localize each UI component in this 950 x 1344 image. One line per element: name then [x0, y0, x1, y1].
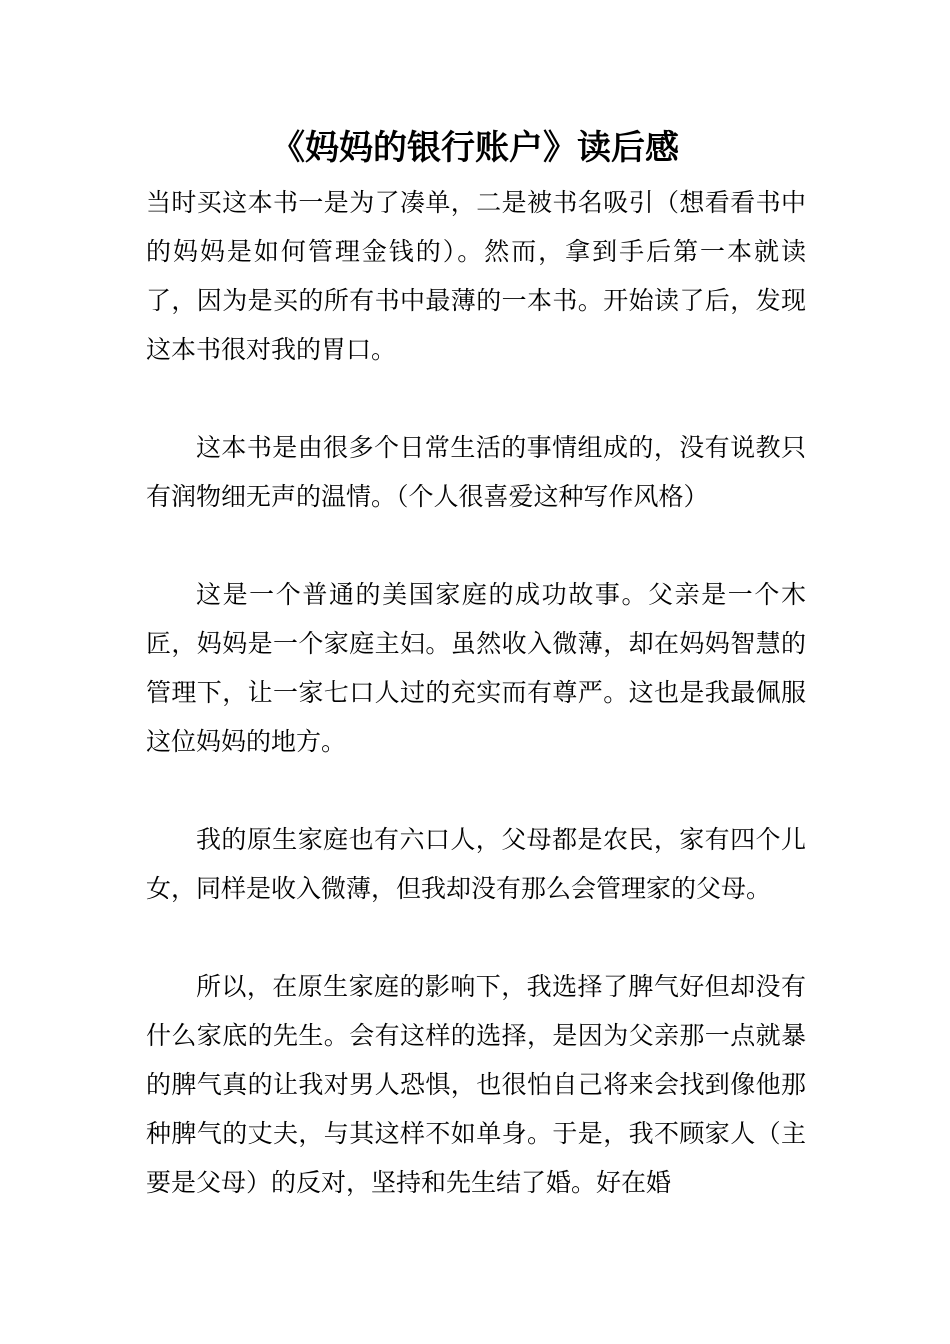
paragraph-spacer — [146, 913, 806, 962]
paragraph-spacer — [146, 521, 806, 570]
paragraph-1: 当时买这本书一是为了凑单，二是被书名吸引（想看看书中的妈妈是如何管理金钱的）。然而，拿到手后第一本就读了，因为是买的所有书中最薄的一本书。开始读了后，发现这本书很对我的胃口。 — [146, 188, 806, 364]
paragraph-5: 所以，在原生家庭的影响下，我选择了脾气好但却没有什么家底的先生。会有这样的选择，是因为父亲那一点就暴的脾气真的让我对男人恐惧，也很怕自己将来会找到像他那种脾气的丈夫，与其这样不如单身。于是，我不顾家人（主要是父母）的反对，坚持和先生结了婚。好在婚 — [146, 972, 806, 1197]
document-title: 《妈妈的银行账户》读后感 — [271, 128, 679, 168]
paragraph-4: 我的原生家庭也有六口人，父母都是农民，家有四个儿女，同样是收入微薄，但我却没有那么会管理家的父母。 — [146, 825, 806, 903]
document-body — [146, 178, 806, 1207]
paragraph-3: 这是一个普通的美国家庭的成功故事。父亲是一个木匠，妈妈是一个家庭主妇。虽然收入微薄，却在妈妈智慧的管理下，让一家七口人过的充实而有尊严。这也是我最佩服这位妈妈的地方。 — [146, 580, 806, 756]
paragraph-spacer — [146, 766, 806, 815]
paragraph-2: 这本书是由很多个日常生活的事情组成的，没有说教只有润物细无声的温情。（个人很喜爱这种写作风格） — [146, 433, 806, 511]
paragraph-spacer — [146, 374, 806, 423]
